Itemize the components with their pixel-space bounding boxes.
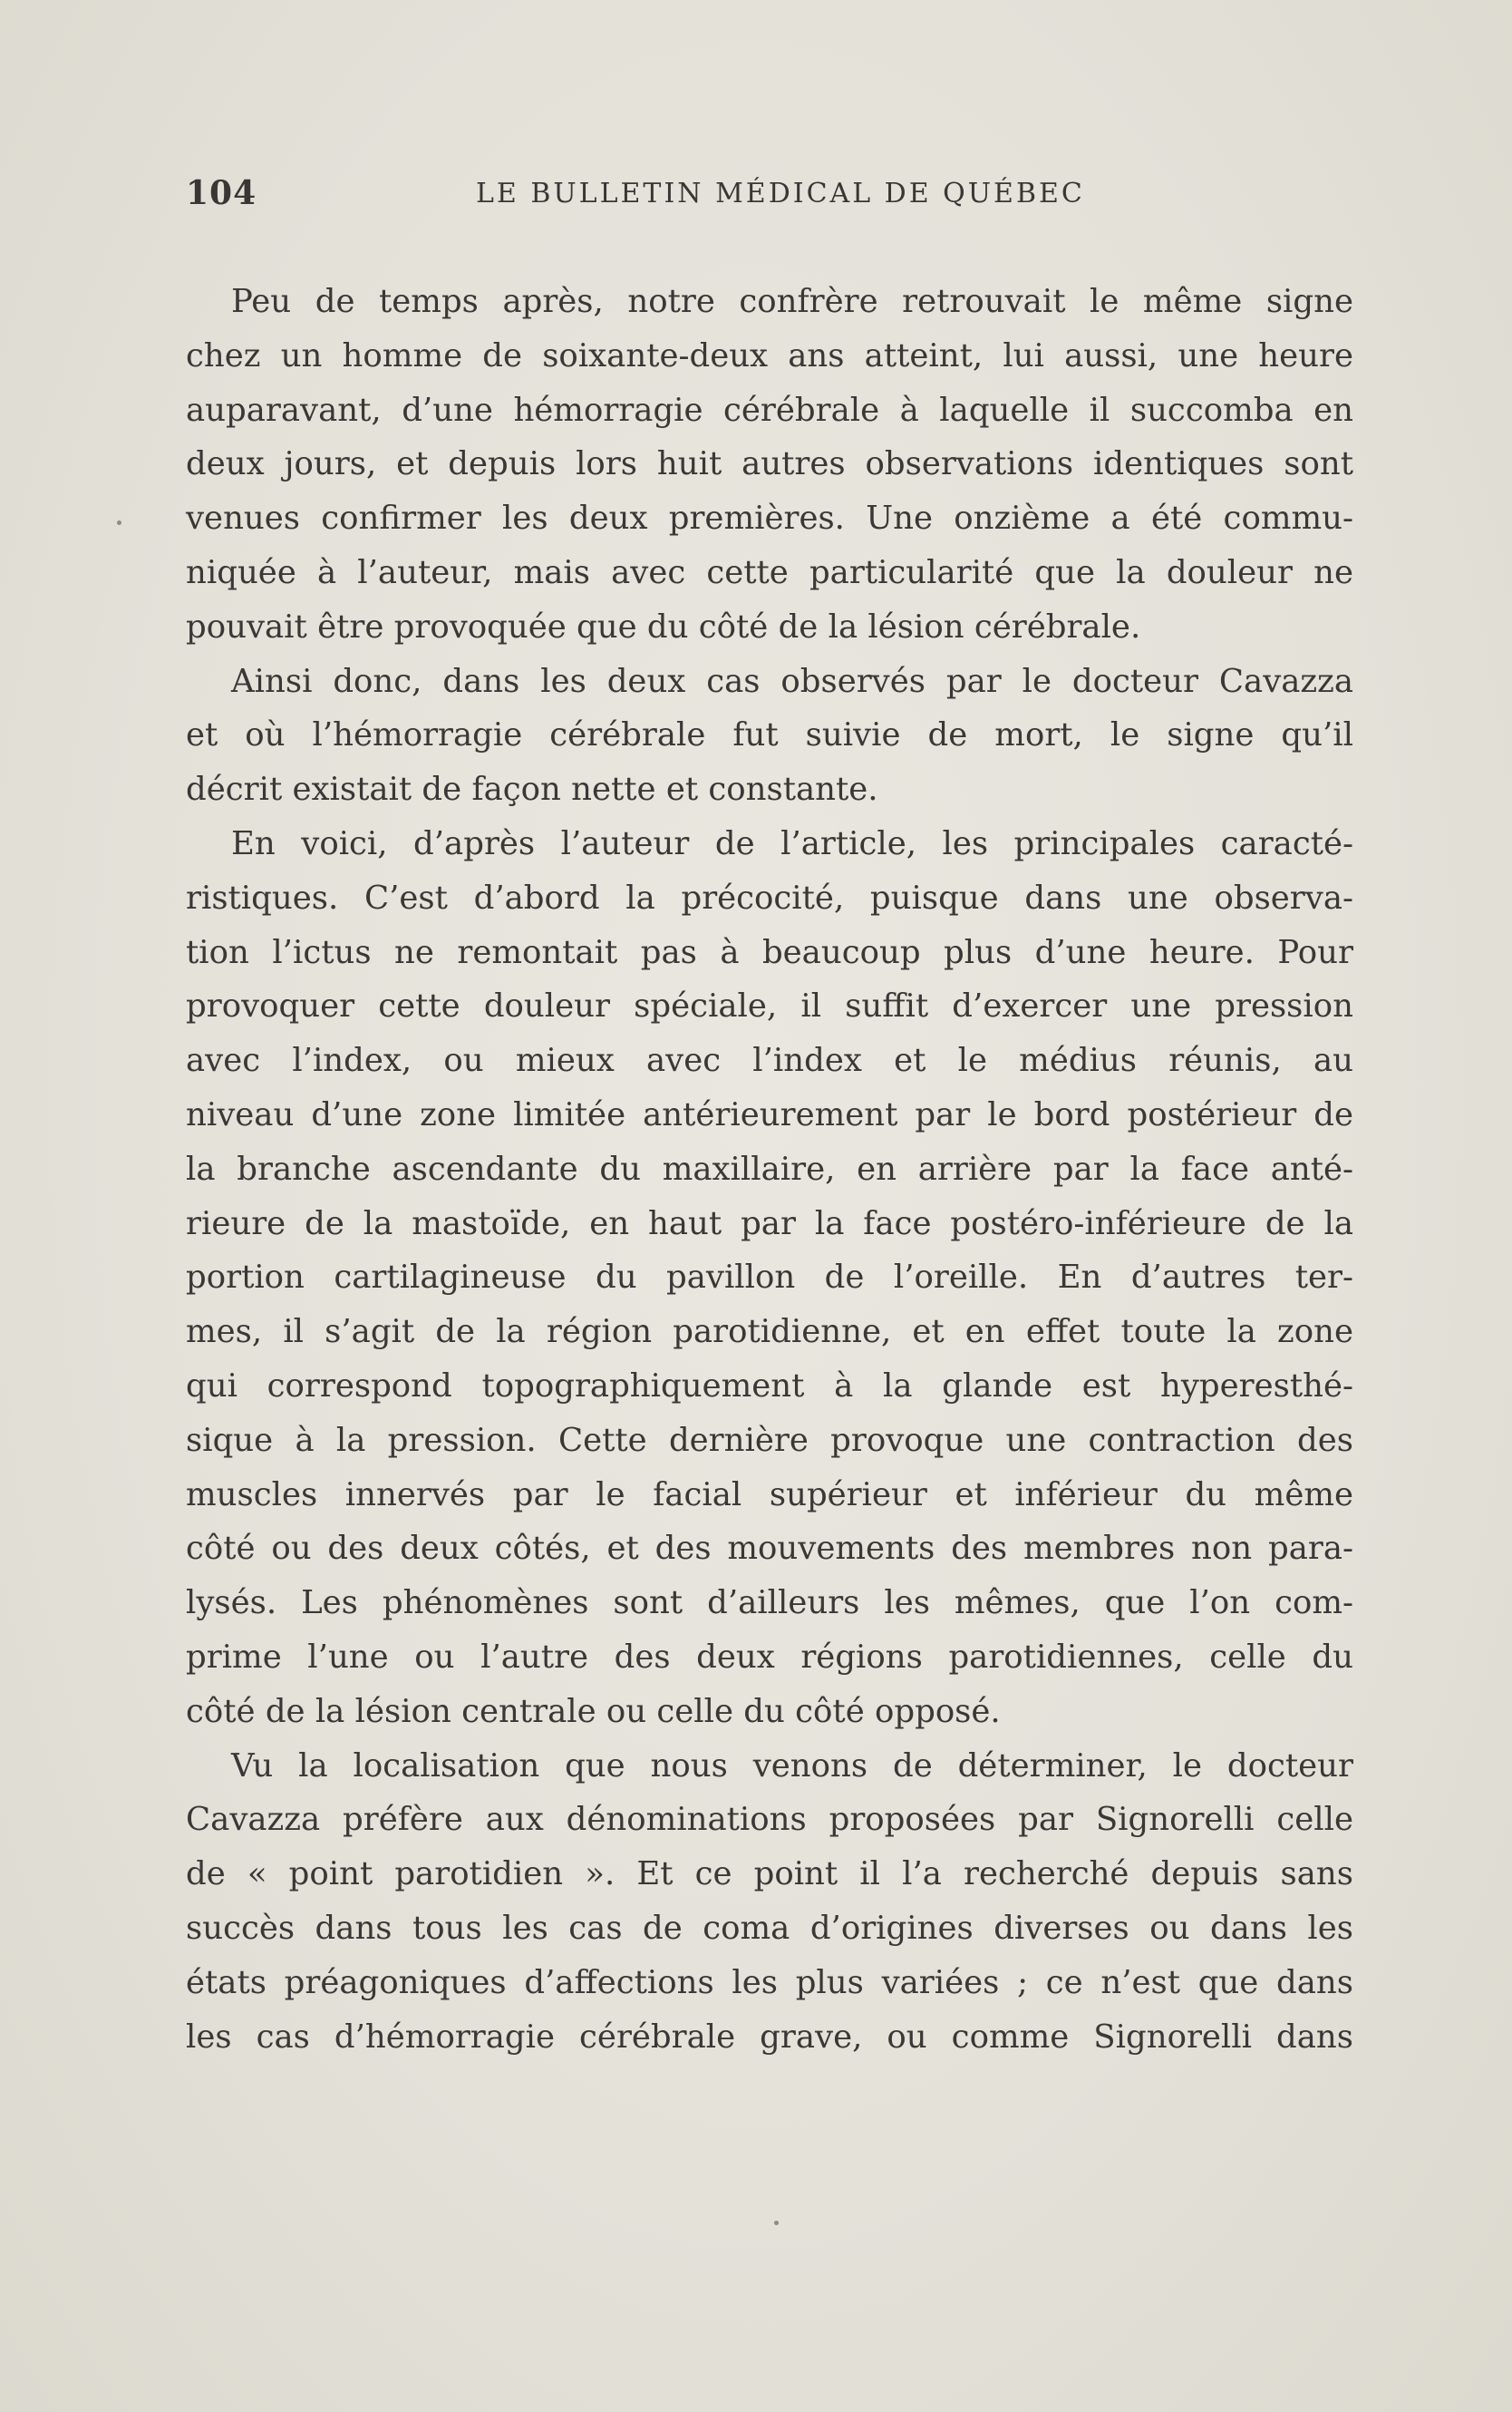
text-line: deux jours, et depuis lors huit autres observations identiques sont	[186, 445, 1353, 483]
text-line: avec l’index, ou mieux avec l’index et le médius réunis, au	[186, 1042, 1353, 1080]
text-line: prime l’une ou l’autre des deux régions parotidiennes, celle du	[186, 1638, 1353, 1676]
text-line: Cavazza préfère aux dénominations proposées par Signorelli celle	[186, 1801, 1353, 1839]
text-line: sique à la pression. Cette dernière provoque une contraction des	[186, 1421, 1353, 1459]
text-line: venues confirmer les deux premières. Une onzième a été commu-	[186, 500, 1353, 538]
text-line: Ainsi donc, dans les deux cas observés par le docteur Cavazza	[231, 662, 1353, 700]
text-line: chez un homme de soixante-deux ans atteint, lui aussi, une heure	[186, 336, 1353, 374]
text-line: En voici, d’après l’auteur de l’article, les principales caracté-	[231, 824, 1353, 862]
text-line: les cas d’hémorragie cérébrale grave, ou comme Signorelli dans	[186, 2018, 1353, 2056]
page-header	[186, 174, 1085, 221]
page-number: 104	[186, 174, 257, 212]
text-line: lysés. Les phénomènes sont d’ailleurs les mêmes, que l’on com-	[186, 1584, 1353, 1622]
text-line: mes, il s’agit de la région parotidienne, et en effet toute la zone	[186, 1313, 1353, 1351]
text-line: la branche ascendante du maxillaire, en arrière par la face anté-	[186, 1150, 1353, 1188]
text-line: ristiques. C’est d’abord la précocité, puisque dans une observa-	[186, 879, 1353, 917]
text-line: Peu de temps après, notre confrère retrouvait le même signe	[231, 283, 1353, 320]
text-line: succès dans tous les cas de coma d’origines diverses ou dans les	[186, 1909, 1353, 1947]
text-line: côté de la lésion centrale ou celle du côté opposé.	[186, 1692, 1001, 1730]
text-line: et où l’hémorragie cérébrale fut suivie de mort, le signe qu’il	[186, 716, 1353, 754]
text-line: côté ou des deux côtés, et des mouvements des membres non para-	[186, 1530, 1353, 1568]
running-title: LE BULLETIN MÉDICAL DE QUÉBEC	[476, 178, 1085, 209]
text-line: pouvait être provoquée que du côté de la lésion cérébrale.	[186, 608, 1141, 646]
text-line: décrit existait de façon nette et constante.	[186, 771, 878, 809]
body-text	[186, 275, 1353, 2064]
text-line: niquée à l’auteur, mais avec cette particularité que la douleur ne	[186, 553, 1353, 591]
text-line: états préagoniques d’affections les plus variées ; ce n’est que dans	[186, 1963, 1353, 2001]
text-line: portion cartilagineuse du pavillon de l’oreille. En d’autres ter-	[186, 1259, 1353, 1297]
text-line: auparavant, d’une hémorragie cérébrale à laquelle il succomba en	[186, 391, 1353, 429]
text-line: Vu la localisation que nous venons de déterminer, le docteur	[231, 1746, 1353, 1785]
text-line: tion l’ictus ne remontait pas à beaucoup plus d’une heure. Pour	[186, 933, 1353, 971]
text-line: muscles innervés par le facial supérieur et inférieur du même	[186, 1475, 1353, 1513]
text-line: provoquer cette douleur spéciale, il suffit d’exercer une pression	[186, 987, 1353, 1026]
text-line: niveau d’une zone limitée antérieurement par le bord postérieur de	[186, 1095, 1353, 1133]
paper-speck	[774, 2221, 779, 2225]
text-line: de « point parotidien ». Et ce point il l’a recherché depuis sans	[186, 1855, 1353, 1893]
text-line: rieure de la mastoïde, en haut par la face postéro-inférieure de la	[186, 1204, 1353, 1242]
paper-speck	[117, 520, 121, 525]
text-line: qui correspond topographiquement à la glande est hyperesthé-	[186, 1366, 1353, 1405]
